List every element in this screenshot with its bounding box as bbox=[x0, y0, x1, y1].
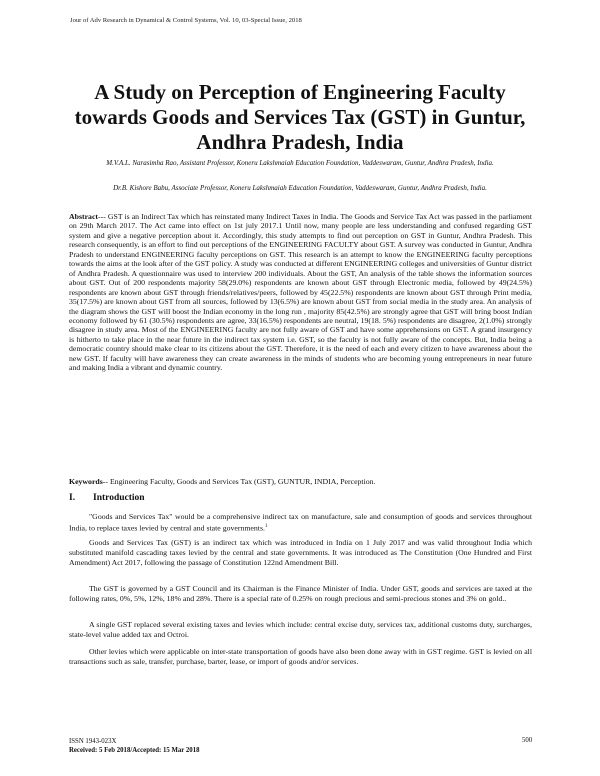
paragraph-text: "Goods and Services Tax" would be a comprehensive indirect tax on manufacture, sale and consumption of goods and services throughout India, to replace taxes levied by central and state governments. bbox=[69, 512, 532, 533]
intro-paragraph-3: The GST is governed by a GST Council and its Chairman is the Finance Minister of India. Under GST, goods and services are taxed at the following rates, 0%, 5%, 12%, 18% and 28%. There is a special rate of 0.25% on rough precious and semi-precious stones and 3% on gold.. bbox=[69, 584, 532, 604]
abstract-text: --- GST is an Indirect Tax which has reinstated many Indirect Taxes in India. The Goods and Service Tax Act was passed in the parliament on 29th March 2017. The Act came into effect on 1st july 2017.1 Until now, many people are less understanding and confused regarding GST system and give a negative perception about it. Accordingly, this study attempts to find out perception on GST in Guntur, Andhra Pradesh. This research consequently, is an effort to find out perceptions of the ENGINEERING FACULTY about GST. A survey was conducted in Guntur, Andhra Pradesh to understand ENGINEERING faculty perceptions on GST. This research is an attempt to know the ENGINEERING faculty perceptions towards the aims at the look after of the GST policy. A study was conducted at different ENGINEERING colleges and universities of Guntur district of Andhra Pradesh. A questionnaire was used to interview 200 individuals. About the GST, An analysis of the table shows the information sources about GST. Out of 200 respondents majority 58(29.0%) respondents are known about GST through Electronic media, followed by 49(24.5%) respondents are known about GST through friends/relatives/peers, followed by 45(22.5%) respondents are known about GST through Print media, 35(17.5%) are known about GST from all sources, followed by 13(6.5%) are known about GST from social media in the study area. An analysis of the diagram shows the GST will boost the Indian economy in the long run , majority 85(42.5%) are strongly agree that GST will bring boost Indian economy followed by 61 (30.5%) respondents are agree, 33(16.5%) respondents are neutral, 19(18. 5%) respondents are disagree, 2(1.0%) strongly disagree in study area. Most of the ENGINEERING faculty are not fully aware of GST and have some apprehensions on GST. A grand insurgency is hitherto to take place in the near future in the indirect tax system i.e. GST, so the faculty is not fully aware of the concepts. But, India being a democratic country should make clear to its citizens about the GST. Therefore, it is the need of each and every citizen to have awareness about the new GST. If faculty will have awareness they can create awareness in the minds of students who are becoming young entrepreneurs in near future and making India a vibrant and dynamic country. bbox=[69, 212, 532, 373]
intro-paragraph-2: Goods and Services Tax (GST) is an indirect tax which was introduced in India on 1 July 2017 and was valid throughout India which substituted manifold cascading taxes levied by the central and state governments. It was introduced as The Constitution (One Hundred and First Amendment) Act 2017, following the passage of Constitution 122nd Amendment Bill. bbox=[69, 538, 532, 568]
footer-left bbox=[69, 737, 200, 755]
keywords-label: Keywords bbox=[69, 477, 103, 486]
keywords bbox=[69, 477, 532, 487]
paper-title: A Study on Perception of Engineering Faculty towards Goods and Services Tax (GST) in Guntur, Andhra Pradesh, India bbox=[74, 80, 526, 154]
running-head: Jour of Adv Research in Dynamical & Control Systems, Vol. 10, 03-Special Issue, 2018 bbox=[70, 17, 302, 24]
abstract-label: Abstract bbox=[69, 212, 99, 221]
section-title: Introduction bbox=[93, 493, 145, 503]
footer-received: Received: 5 Feb 2018/Accepted: 15 Mar 2018 bbox=[69, 747, 200, 754]
section-number: I. bbox=[69, 493, 76, 503]
intro-paragraph-1 bbox=[69, 512, 532, 534]
page-number: 500 bbox=[522, 737, 533, 744]
section-heading bbox=[69, 493, 145, 503]
intro-paragraph-5: Other levies which were applicable on inter-state transportation of goods have also been done away with in GST regime. GST is levied on all transactions such as sale, transfer, purchase, barter, lease, or import of goods and/or services. bbox=[69, 647, 532, 667]
footer-issn: ISSN 1943-023X bbox=[69, 738, 117, 745]
abstract bbox=[69, 212, 532, 373]
keywords-text: -- Engineering Faculty, Goods and Services Tax (GST), GUNTUR, INDIA, Perception. bbox=[102, 477, 376, 486]
author-1: M.V.A.L. Narasimha Rao, Assistant Professor, Koneru Lakshmaiah Education Foundation, Vaddeswaram, Guntur, Andhra Pradesh, India. bbox=[106, 159, 494, 167]
author-2: Dr.B. Kishore Babu, Associate Professor, Koneru Lakshmaiah Education Foundation, Vaddeswaram, Guntur, Andhra Pradesh, India. bbox=[113, 184, 487, 192]
intro-paragraph-4: A single GST replaced several existing taxes and levies which include: central excise duty, services tax, additional customs duty, surcharges, state-level value added tax and Octroi. bbox=[69, 620, 532, 640]
footnote-marker: 1 bbox=[264, 524, 268, 530]
